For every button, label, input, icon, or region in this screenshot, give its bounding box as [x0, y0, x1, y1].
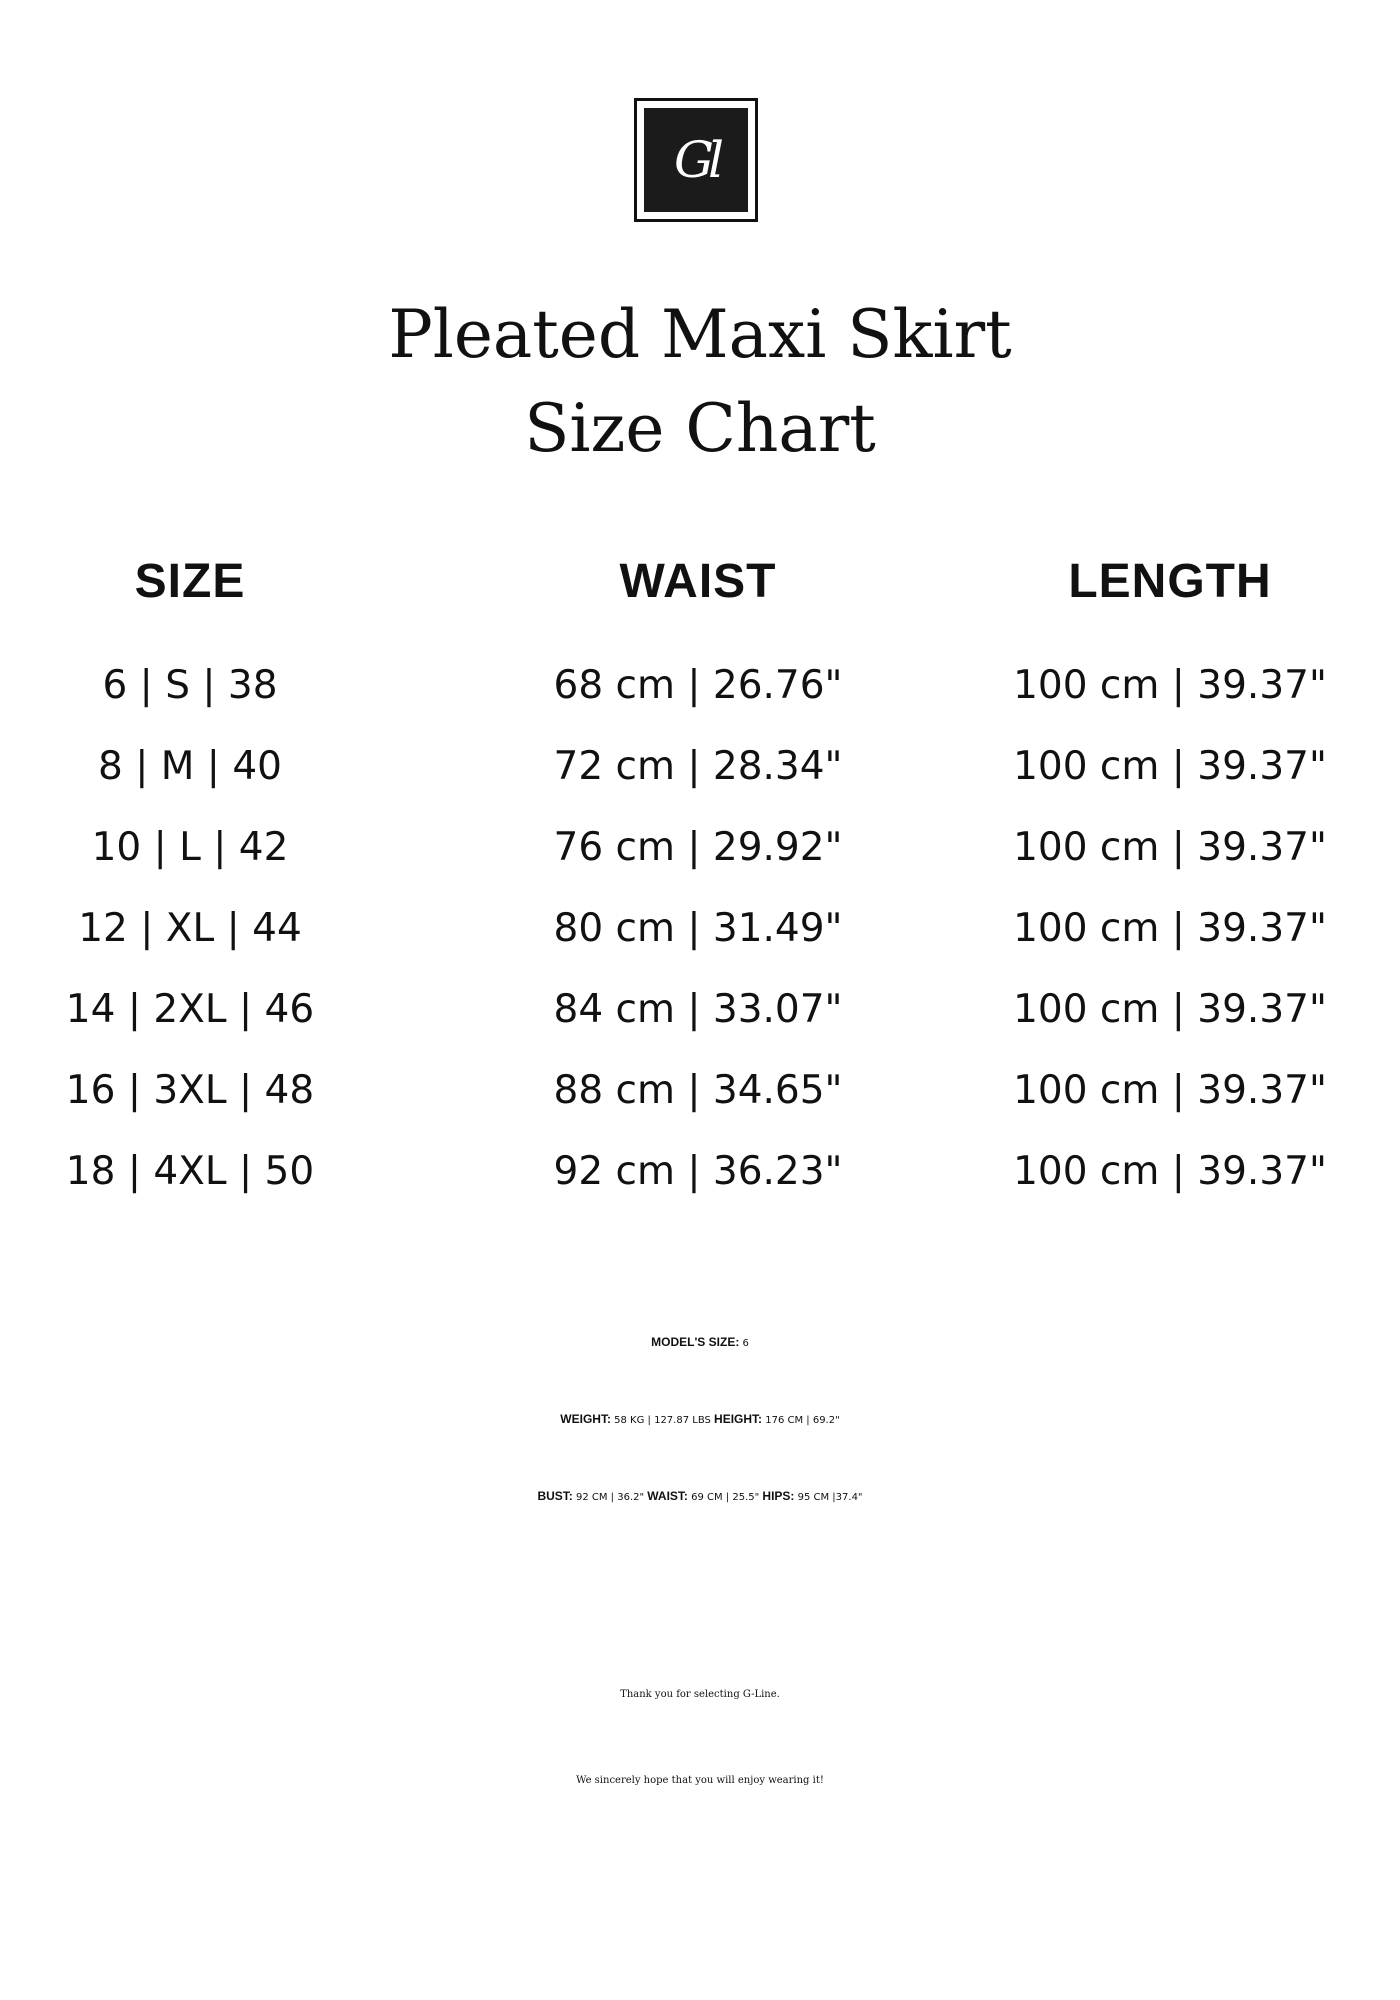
table-cell-waist: 72 cm | 28.34" [553, 744, 843, 789]
model-height-value: 176 CM | 69.2" [762, 1415, 840, 1426]
column-header-waist: WAIST [619, 555, 777, 608]
column-header-length: LENGTH [1068, 555, 1272, 608]
table-cell-size: 14 | 2XL | 46 [65, 987, 315, 1032]
table-cell-length: 100 cm | 39.37" [1013, 987, 1327, 1032]
table-cell-size: 8 | M | 40 [98, 744, 282, 789]
thank-you-line: Thank you for selecting G-Line. [620, 1689, 780, 1700]
table-cell-length: 100 cm | 39.37" [1013, 1149, 1327, 1194]
table-cell-length: 100 cm | 39.37" [1013, 906, 1327, 951]
page-subtitle: Size Chart [524, 390, 876, 467]
model-size-line [0, 1336, 1400, 1349]
table-cell-waist: 84 cm | 33.07" [553, 987, 843, 1032]
model-weight-label: WEIGHT: [560, 1412, 611, 1426]
table-cell-length: 100 cm | 39.37" [1013, 825, 1327, 870]
table-cell-waist: 76 cm | 29.92" [553, 825, 843, 870]
model-waist-value: 69 CM | 25.5" [687, 1492, 763, 1503]
table-cell-size: 12 | XL | 44 [78, 906, 302, 951]
model-bust-label: BUST: [537, 1489, 573, 1503]
closing-message: We sincerely hope that you will enjoy wearing it! [576, 1775, 824, 1786]
model-height-label: HEIGHT: [714, 1412, 763, 1426]
table-cell-size: 16 | 3XL | 48 [65, 1068, 315, 1113]
model-waist-label: WAIST: [647, 1489, 688, 1503]
model-hips-value: 95 CM |37.4" [794, 1492, 863, 1503]
brand-monogram: Gl [674, 131, 718, 189]
table-cell-waist: 68 cm | 26.76" [553, 663, 843, 708]
table-cell-length: 100 cm | 39.37" [1013, 663, 1327, 708]
column-header-size: SIZE [134, 555, 246, 608]
table-cell-waist: 88 cm | 34.65" [553, 1068, 843, 1113]
table-cell-size: 10 | L | 42 [91, 825, 289, 870]
model-weight-height-line [0, 1413, 1400, 1426]
table-cell-waist: 92 cm | 36.23" [553, 1149, 843, 1194]
brand-logo-tile [644, 108, 748, 212]
model-hips-label: HIPS: [762, 1489, 795, 1503]
model-size-label: MODEL'S SIZE: [651, 1335, 740, 1349]
model-measurements-line [0, 1490, 1400, 1503]
model-weight-value: 58 KG | 127.87 LBS [610, 1415, 715, 1426]
table-cell-length: 100 cm | 39.37" [1013, 1068, 1327, 1113]
page-title: Pleated Maxi Skirt [388, 296, 1012, 373]
model-bust-value: 92 CM | 36.2" [572, 1492, 648, 1503]
model-size-value: 6 [739, 1338, 749, 1349]
table-cell-waist: 80 cm | 31.49" [553, 906, 843, 951]
brand-logo [634, 98, 758, 222]
table-cell-length: 100 cm | 39.37" [1013, 744, 1327, 789]
table-cell-size: 6 | S | 38 [102, 663, 278, 708]
table-cell-size: 18 | 4XL | 50 [65, 1149, 315, 1194]
